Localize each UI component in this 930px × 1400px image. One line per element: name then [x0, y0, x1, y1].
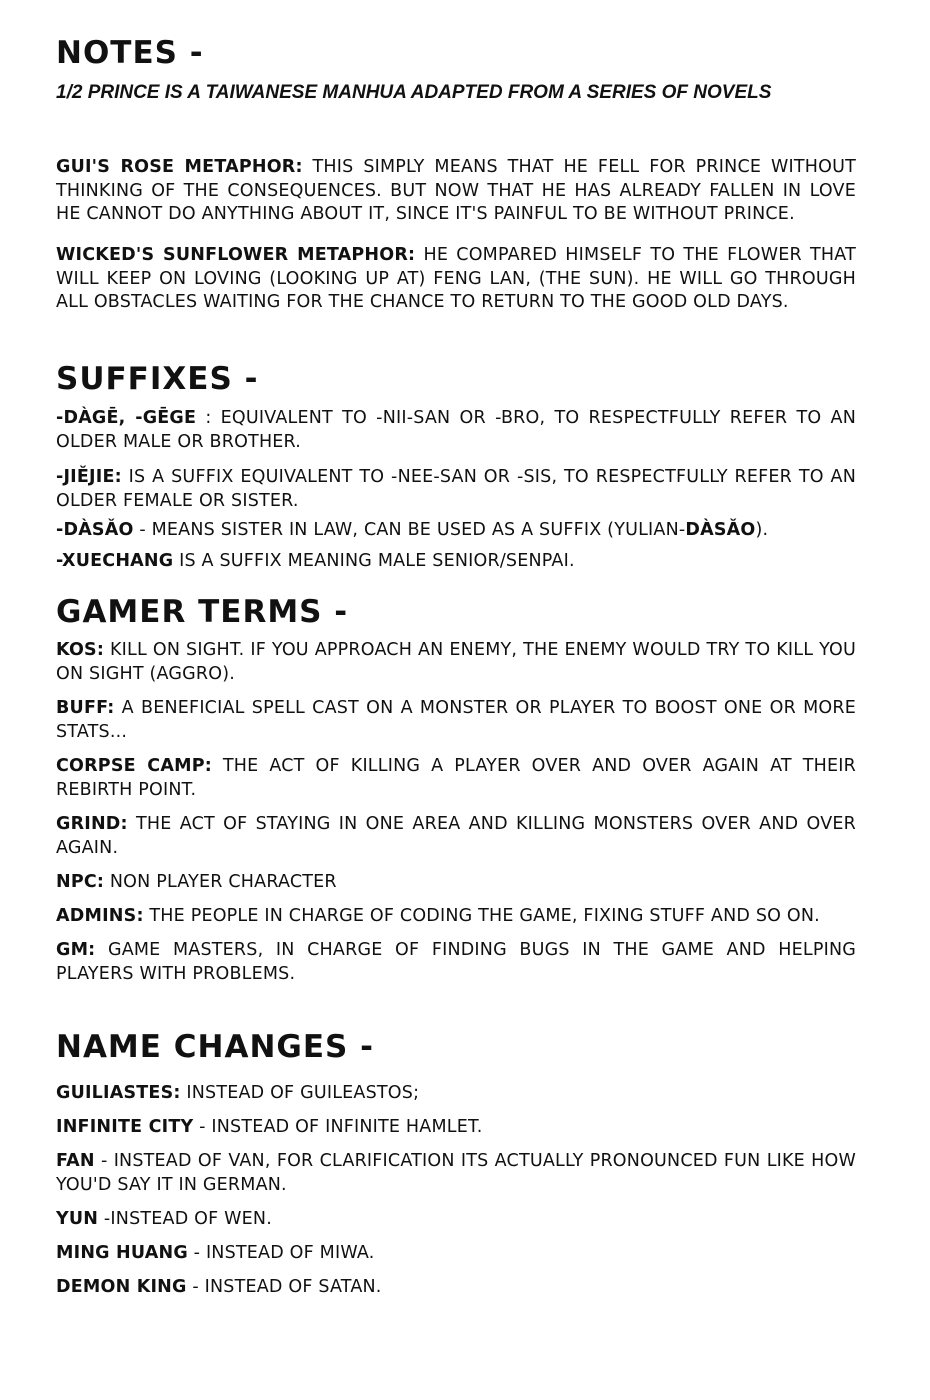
intro-part-c: MANHUA ADAPTED FROM A SERIES OF NOVELS: [317, 82, 772, 103]
notes-intro: [56, 82, 771, 104]
name-term: FAN: [56, 1151, 95, 1171]
term-kos: [56, 639, 856, 686]
name-change-fan: [56, 1150, 856, 1197]
name-text: - INSTEAD OF INFINITE HAMLET.: [193, 1117, 483, 1137]
suffix-term: -DÀSǍO: [56, 520, 134, 540]
gamer-term: GM:: [56, 940, 96, 960]
suffix-xuechang: [56, 550, 856, 574]
name-text: - INSTEAD OF MIWA.: [187, 1243, 375, 1263]
suffixes-heading: SUFFIXES -: [56, 361, 259, 397]
gamer-term: ADMINS:: [56, 906, 144, 926]
name-change-yun: [56, 1208, 856, 1232]
suffix-dasao: [56, 519, 856, 543]
name-text: -INSTEAD OF WEN.: [98, 1209, 272, 1229]
name-change-guiliastes: [56, 1082, 856, 1106]
note-sunflower-metaphor: [56, 244, 856, 315]
name-change-infinite-city: [56, 1116, 856, 1140]
term-buff: [56, 697, 856, 744]
gamer-term-text: THE ACT OF STAYING IN ONE AREA AND KILLING MONSTERS OVER AND OVER AGAIN.: [56, 814, 856, 858]
name-text: - INSTEAD OF SATAN.: [186, 1277, 382, 1297]
suffix-term: -XUECHANG: [56, 551, 174, 571]
suffix-text: : EQUIVALENT TO -NII-SAN OR -BRO, TO RESPECTFULLY REFER TO AN OLDER MALE OR BROTHER.: [56, 408, 856, 452]
gamer-term: BUFF:: [56, 698, 115, 718]
suffix-term-inline: DÀSǍO: [685, 520, 756, 540]
name-text: INSTEAD OF GUILEASTOS;: [180, 1083, 420, 1103]
intro-part-b: TAIWANESE: [205, 82, 318, 103]
name-term: INFINITE CITY: [56, 1117, 194, 1137]
name-change-demon-king: [56, 1276, 856, 1300]
name-term: DEMON KING: [56, 1277, 187, 1297]
gamer-term: NPC:: [56, 872, 105, 892]
name-changes-heading: NAME CHANGES -: [56, 1029, 374, 1065]
suffix-jiejie: [56, 466, 856, 513]
term-corpse-camp: [56, 755, 856, 802]
suffix-dage: [56, 407, 856, 454]
name-term: MING HUANG: [56, 1243, 188, 1263]
suffix-text: IS A SUFFIX EQUIVALENT TO -NEE-SAN OR -SIS, TO RESPECTFULLY REFER TO AN OLDER FEMALE OR SISTER.: [56, 467, 856, 511]
gamer-term-text: NON PLAYER CHARACTER: [104, 872, 337, 892]
notes-heading: NOTES -: [56, 35, 204, 71]
term-grind: [56, 813, 856, 860]
term-gm: [56, 939, 856, 986]
suffix-term: -JIĚJIE:: [56, 467, 122, 487]
name-change-ming-huang: [56, 1242, 856, 1266]
gamer-term: KOS:: [56, 640, 105, 660]
suffix-term: -DÀGĒ, -GĒGE: [56, 408, 197, 428]
gamer-term-text: KILL ON SIGHT. IF YOU APPROACH AN ENEMY, THE ENEMY WOULD TRY TO KILL YOU ON SIGHT (AGGRO).: [56, 640, 856, 684]
intro-part-a: 1/2 PRINCE IS A: [56, 82, 206, 103]
gamer-term-text: THE PEOPLE IN CHARGE OF CODING THE GAME, FIXING STUFF AND SO ON.: [143, 906, 820, 926]
suffix-text-end: ).: [755, 520, 769, 540]
note-rose-metaphor: [56, 156, 856, 227]
note-text: HE COMPARED HIMSELF TO THE FLOWER THAT WILL KEEP ON LOVING (LOOKING UP AT) FENG LAN, (THE SUN). HE WILL GO THROUGH ALL OBSTACLES WAITING FOR THE CHANCE TO RETURN TO THE GOOD OLD DAYS.: [56, 245, 856, 312]
gamer-term-text: A BENEFICIAL SPELL CAST ON A MONSTER OR PLAYER TO BOOST ONE OR MORE STATS...: [56, 698, 856, 742]
name-term: GUILIASTES:: [56, 1083, 181, 1103]
term-npc: [56, 871, 856, 895]
note-term: GUI'S ROSE METAPHOR:: [56, 157, 303, 177]
suffix-text: IS A SUFFIX MEANING MALE SENIOR/SENPAI.: [173, 551, 575, 571]
gamer-term: CORPSE CAMP:: [56, 756, 212, 776]
gamer-term: GRIND:: [56, 814, 128, 834]
term-admins: [56, 905, 856, 929]
gamer-terms-heading: GAMER TERMS -: [56, 594, 349, 630]
name-text: - INSTEAD OF VAN, FOR CLARIFICATION ITS ACTUALLY PRONOUNCED FUN LIKE HOW YOU'D SAY IT IN GERMAN.: [56, 1151, 856, 1195]
name-term: YUN: [56, 1209, 99, 1229]
gamer-term-text: GAME MASTERS, IN CHARGE OF FINDING BUGS IN THE GAME AND HELPING PLAYERS WITH PROBLEMS.: [56, 940, 856, 984]
note-term: WICKED'S SUNFLOWER METAPHOR:: [56, 245, 416, 265]
note-text: THIS SIMPLY MEANS THAT HE FELL FOR PRINCE WITHOUT THINKING OF THE CONSEQUENCES. BUT NOW THAT HE HAS ALREADY FALLEN IN LOVE HE CANNOT DO ANYTHING ABOUT IT, SINCE IT'S PAINFUL TO BE WITHOUT PRINCE.: [56, 157, 856, 224]
gamer-term-text: THE ACT OF KILLING A PLAYER OVER AND OVER AGAIN AT THEIR REBIRTH POINT.: [56, 756, 856, 800]
suffix-text: - MEANS SISTER IN LAW, CAN BE USED AS A SUFFIX (YULIAN-: [133, 520, 686, 540]
